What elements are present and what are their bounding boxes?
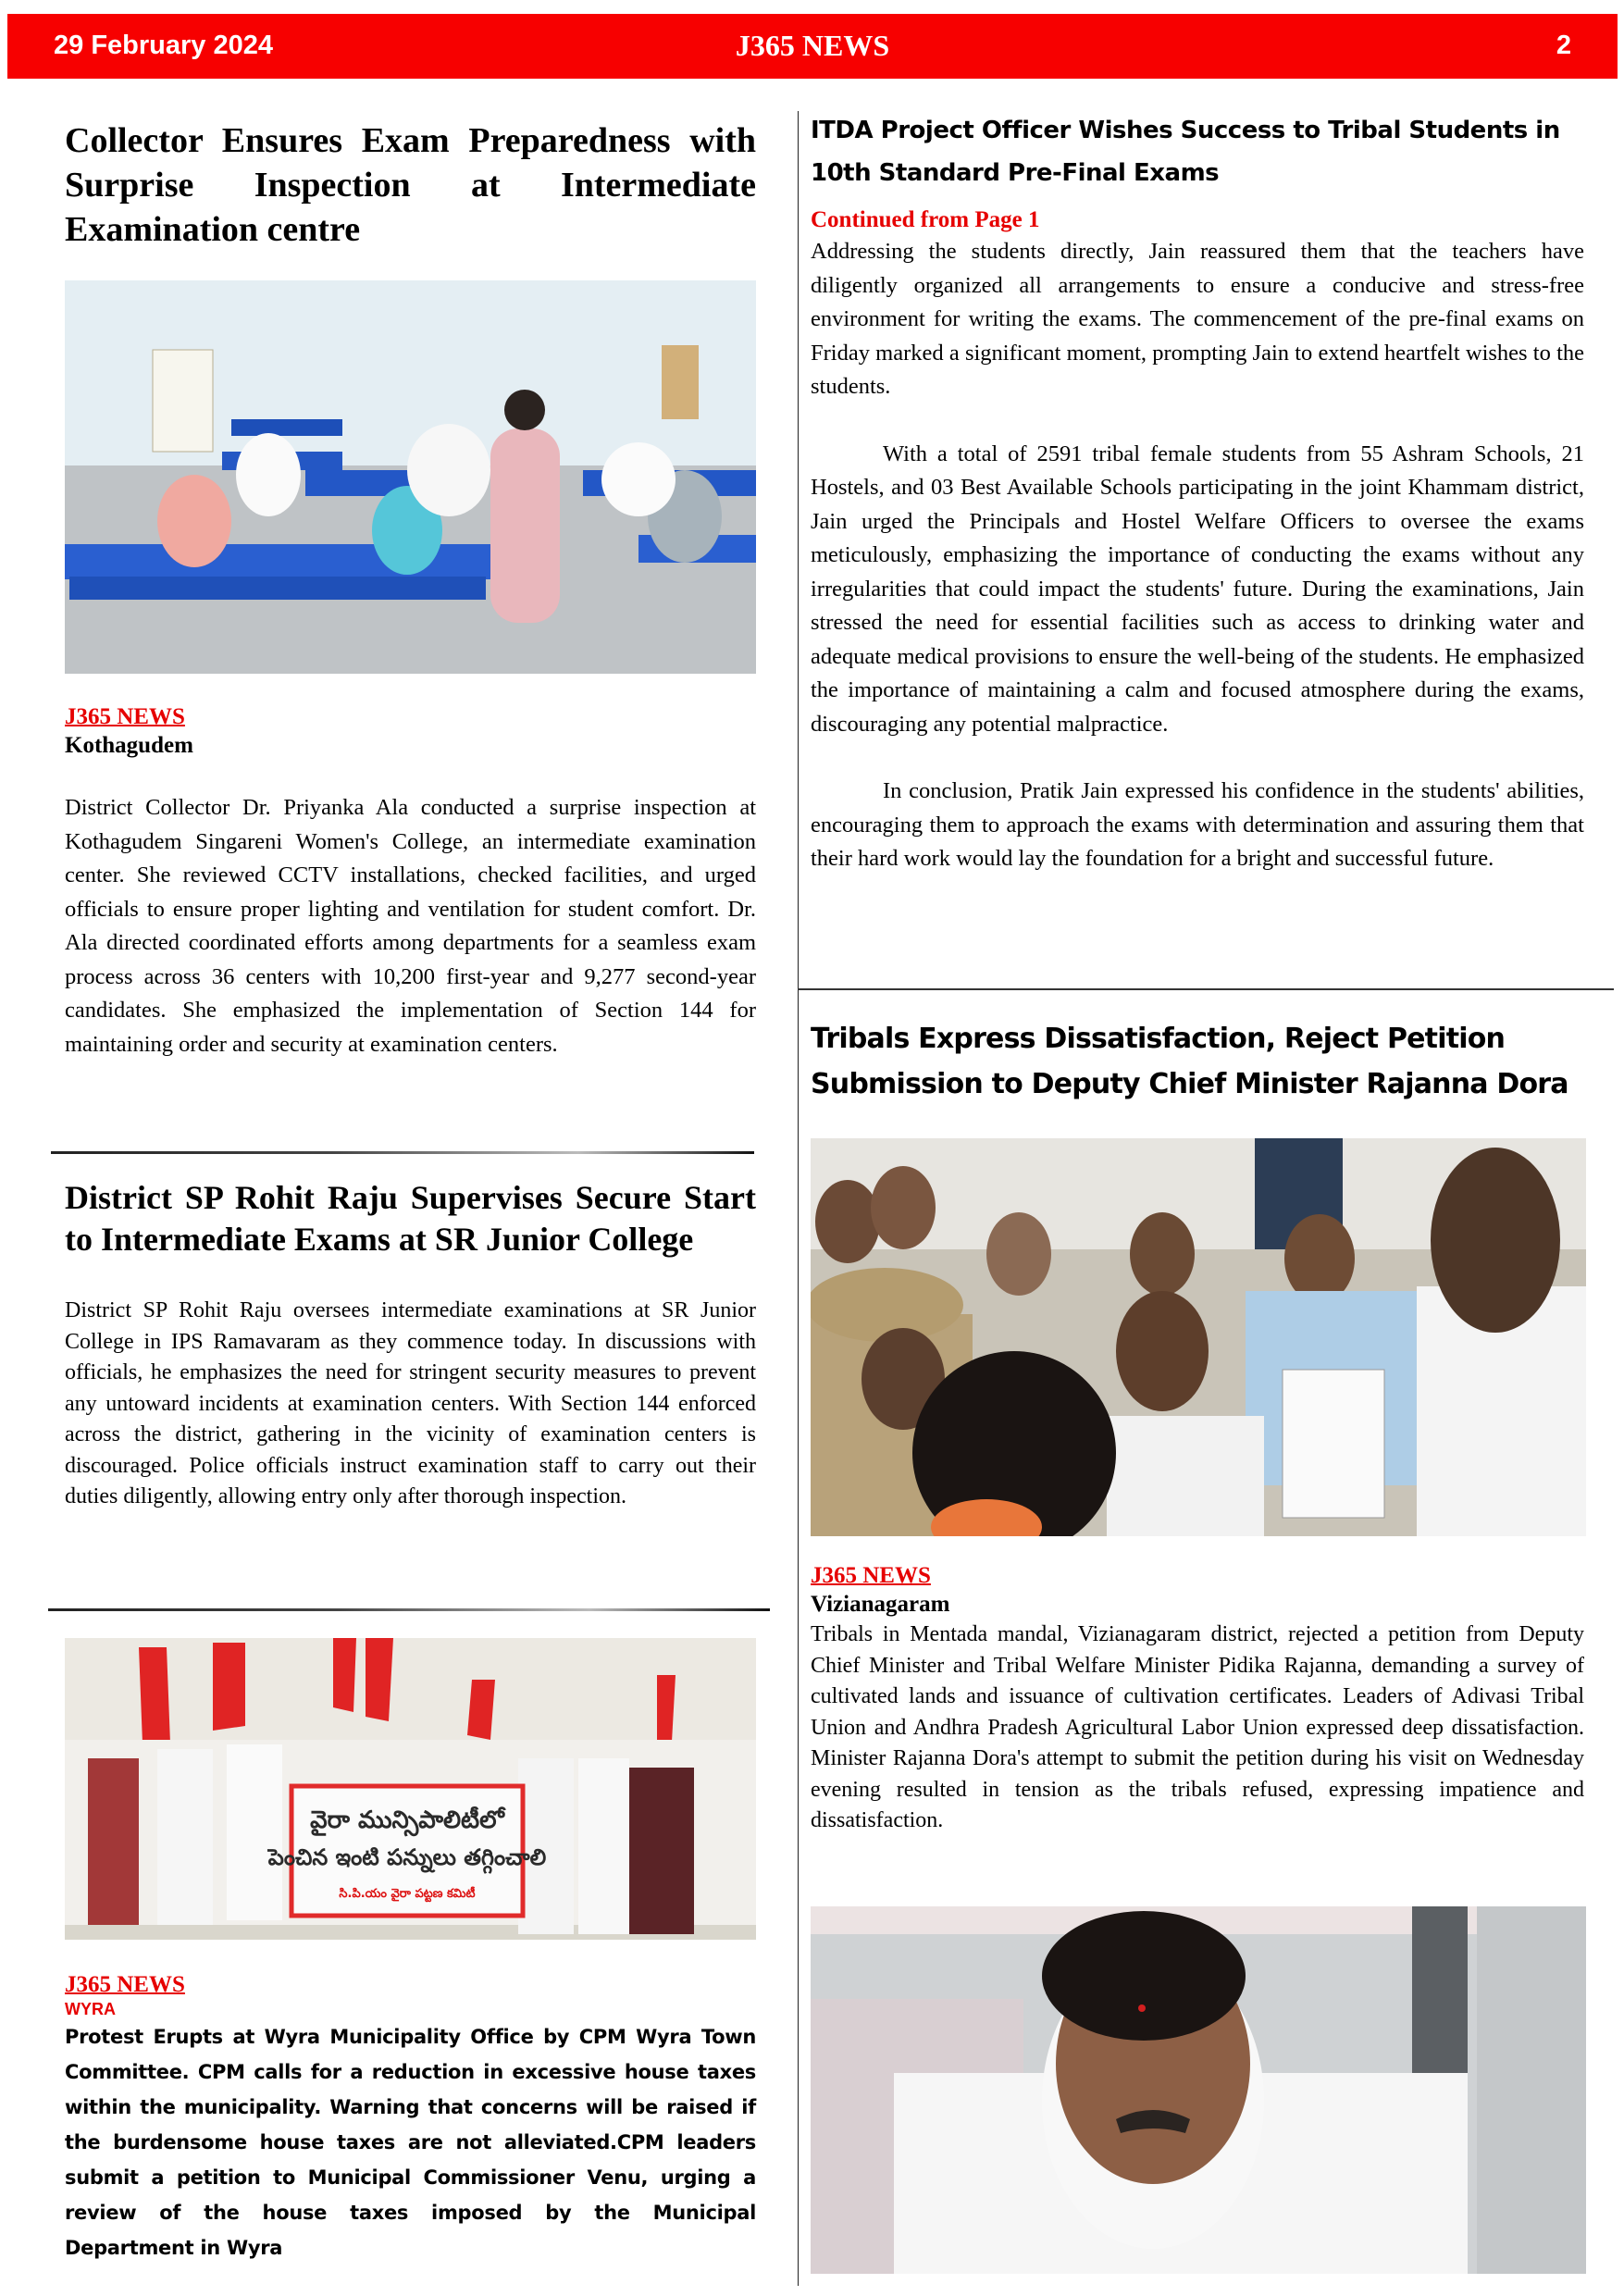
headline: ITDA Project Officer Wishes Success to Tribal Students in 10th Standard Pre-Final Exams bbox=[811, 117, 1560, 187]
cpm-protest-photo bbox=[65, 1638, 756, 1940]
headline-line-2: Submission to Deputy Chief Minister Rajanna Dora bbox=[811, 1068, 1568, 1100]
byline: J365 NEWS bbox=[65, 704, 185, 729]
continued-label: Continued from Page 1 bbox=[811, 207, 1040, 232]
minister-portrait-photo bbox=[811, 1906, 1586, 2274]
article-paragraph: District Collector Dr. Priyanka Ala conducted a surprise inspection at Kothagudem Singareni Women's College, an intermediate examination center. She reviewed CCTV installations, checked facilities, and urged officials to ensure proper lighting and ventilation for student comfort. Dr. Ala directed coordinated efforts among departments for a seamless exam process across 36 centers with 10,200 first-year and 9,277 second-year candidates. She emphasized the implementation of Section 144 for maintaining order and security at examination centers. bbox=[65, 795, 756, 1057]
article-tribals bbox=[811, 1016, 1584, 1107]
headline: District SP Rohit Raju Supervises Secure Start to Intermediate Exams at SR Junior College bbox=[65, 1179, 756, 1258]
issue-date: 29 February 2024 bbox=[54, 31, 273, 60]
banner-line-3: సి.పి.యం వైరా పట్టణ కమిటీ bbox=[339, 1887, 476, 1901]
classroom-exam-photo bbox=[65, 280, 756, 674]
page-number: 2 bbox=[1556, 31, 1571, 60]
column-divider bbox=[798, 111, 799, 2286]
dateline-place: WYRA bbox=[65, 2000, 116, 2018]
crowd-petition-photo bbox=[811, 1138, 1586, 1536]
article-sp-rohit bbox=[65, 1177, 756, 1513]
headline-line-1: Tribals Express Dissatisfaction, Reject Petition bbox=[811, 1023, 1506, 1055]
article-wyra bbox=[65, 1971, 756, 2265]
byline: J365 NEWS bbox=[811, 1563, 931, 1588]
section-rule bbox=[51, 1151, 754, 1154]
article-collector-body bbox=[65, 703, 756, 1061]
byline: J365 NEWS bbox=[65, 1972, 185, 1997]
article-paragraph: Tribals in Mentada mandal, Vizianagaram district, rejected a petition from Deputy Chief Minister and Tribal Welfare Minister Pidika Rajanna, demanding a survey of cultivated lands and issuance of cultivation certificates. Leaders of Adivasi Tribal Union and Andhra Pradesh Agricultural Labor Union expressed deep dissatisfaction. Minister Rajanna Dora's attempt to submit the petition during his visit on Wednesday evening resulted in tension as the tribals refused, expressing impatience and dissatisfaction. bbox=[811, 1622, 1584, 1832]
section-rule bbox=[798, 988, 1614, 990]
article-paragraph: Protest Erupts at Wyra Municipality Office by CPM Wyra Town Committee. CPM calls for a reduction in excessive house taxes within the municipality. Warning that concerns will be raised if the burdensome house taxes are not alleviated.CPM leaders submit a petition to Municipal Commissioner Venu, urging a review of the house taxes imposed by the Municipal Department in Wyra bbox=[65, 2026, 756, 2259]
article-paragraph: In conclusion, Pratik Jain expressed his confidence in the students' abilities, encouraging them to approach the exams with determination and assuring them that their hard work would lay the foundation for a bright and successful future. bbox=[811, 778, 1584, 871]
article-paragraph: Addressing the students directly, Jain reassured them that the teachers have diligently organized all arrangements to ensure a conducive and stress-free environment for writing the exams. The commencement of the pre-final exams on Friday marked a significant moment, prompting Jain to extend heartfelt wishes to the students. bbox=[811, 239, 1584, 399]
banner-line-1: వైరా మున్సిపాలిటీలో bbox=[310, 1806, 504, 1834]
article-itda bbox=[811, 109, 1584, 876]
masthead bbox=[7, 14, 1618, 79]
article-paragraph: With a total of 2591 tribal female students from 55 Ashram Schools, 21 Hostels, and 03 Best Available Schools participating in the joint Khammam district, Jain urged the Principals and Hostel Welfare Officers to oversee the exams meticulously, emphasizing the importance of conducting the exams without any irregularities that could impact the students' future. During the examinations, Jain stressed the need for essential facilities such as access to drinking water and adequate medical provisions to ensure the well-being of the students. He emphasized the importance of maintaining a calm and focused atmosphere during the exams, discouraging any potential malpractice. bbox=[811, 441, 1584, 737]
article-tribals-body bbox=[811, 1562, 1584, 1837]
dateline-place: Kothagudem bbox=[65, 733, 193, 758]
banner-line-2: పెంచిన ఇంటి పన్నులు తగ్గించాలి bbox=[267, 1844, 547, 1870]
dateline-place: Vizianagaram bbox=[811, 1592, 950, 1617]
newspaper-brand: J365 NEWS bbox=[735, 29, 890, 62]
headline: Collector Ensures Exam Preparedness with Surprise Inspection at Intermediate Examination centre bbox=[65, 121, 756, 249]
article-collector bbox=[65, 118, 756, 252]
section-rule bbox=[48, 1608, 770, 1611]
article-paragraph: District SP Rohit Raju oversees intermediate examinations at SR Junior College in IPS Ramavaram as they commence today. In discussions with officials, he emphasizes the need for stringent security measures to prevent any untoward incidents at examination centers. With Section 144 enforced across the district, gathering in the vicinity of examination centers is discouraged. Police officials instruct examination staff to carry out their duties diligently, allowing entry only after thorough inspection. bbox=[65, 1298, 756, 1508]
